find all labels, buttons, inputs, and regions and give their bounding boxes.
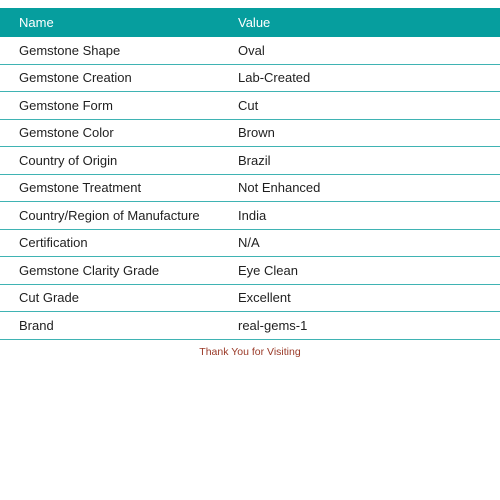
table-body [0,37,500,339]
attribute-name: Gemstone Treatment [0,174,238,202]
attribute-value: Brown [238,119,500,147]
column-header-name: Name [0,8,238,37]
attribute-value: real-gems-1 [238,312,500,340]
attribute-value: Cut [238,92,500,120]
table-row [0,229,500,257]
attribute-value: Oval [238,37,500,64]
table-row [0,119,500,147]
table-row [0,147,500,175]
attribute-name: Country of Origin [0,147,238,175]
attribute-value: India [238,202,500,230]
item-specifics-table [0,8,500,340]
table-row [0,37,500,64]
attribute-name: Gemstone Color [0,119,238,147]
attribute-value: Lab-Created [238,64,500,92]
attribute-value: Brazil [238,147,500,175]
table-row [0,202,500,230]
attribute-name: Gemstone Creation [0,64,238,92]
table-row [0,174,500,202]
attribute-name: Gemstone Form [0,92,238,120]
table-row [0,312,500,340]
table-row [0,257,500,285]
attribute-name: Country/Region of Manufacture [0,202,238,230]
attribute-value: N/A [238,229,500,257]
attribute-name: Gemstone Clarity Grade [0,257,238,285]
footer-thank-you-text: Thank You for Visiting [199,345,301,358]
table-row [0,92,500,120]
attribute-name: Cut Grade [0,284,238,312]
table-row [0,284,500,312]
attribute-value: Eye Clean [238,257,500,285]
table-row [0,64,500,92]
attribute-name: Gemstone Shape [0,37,238,64]
table-header-row [0,8,500,37]
table-header [0,8,500,37]
column-header-value: Value [238,8,500,37]
attribute-value: Not Enhanced [238,174,500,202]
attribute-name: Certification [0,229,238,257]
attribute-name: Brand [0,312,238,340]
attribute-value: Excellent [238,284,500,312]
